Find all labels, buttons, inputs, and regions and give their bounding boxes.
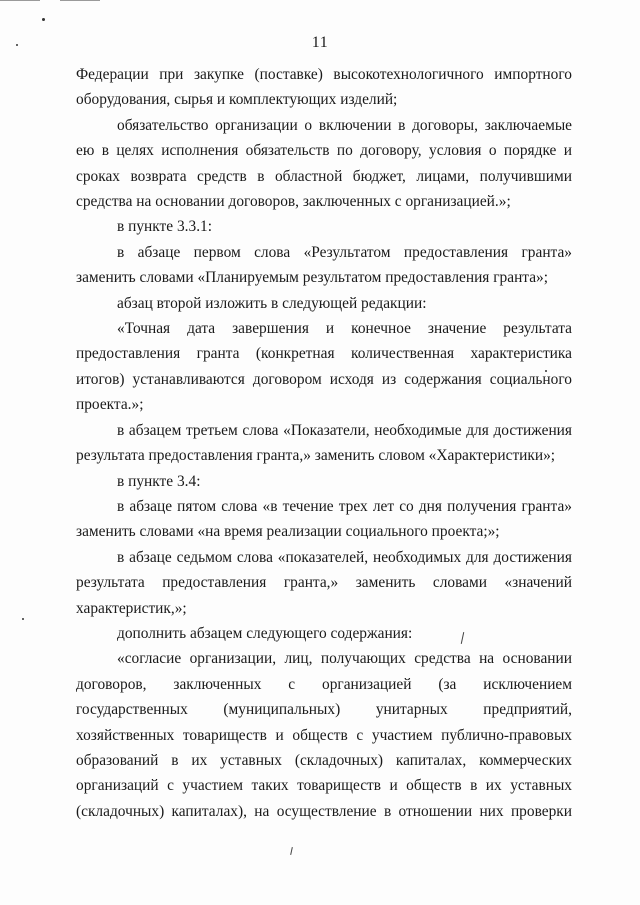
paragraph: дополнить абзацем следующего содержания: [117,624,413,642]
scan-speck [22,618,24,620]
paragraph: в пункте 3.4: [117,472,201,490]
paragraph: в абзацем третьем слова «Показатели, необходимые для достижения результата предоставления гранта,» заменить словом «Характеристики»; [76,421,572,465]
paragraph: в абзаце седьмом слова «показателей, необходимых для достижения результата предоставления гранта,» заменить словами «значений характеристик,»; [76,548,572,617]
paragraph: «Точная дата завершения и конечное значение результата предоставления гранта (конкретная количественная характеристика итогов) устанавливаются договором исходя из содержания социального проекта.»; [76,320,572,414]
paragraph: Федерации при закупке (поставке) высокотехнологичного импортного оборудования, сырья и комплектующих изделий; [76,66,572,109]
page-number: 11 [311,34,329,51]
paragraph: в пункте 3.3.1: [117,218,213,236]
scan-edge-mark [60,0,100,1]
pen-mark [290,847,293,855]
document-body [76,62,572,824]
scan-speck [42,18,45,21]
paragraph: «согласие организации, лиц, получающих средства на основании договоров, заключенных с организацией (за исключением государственных (муниципальных) унитарных предприятий, хозяйственных товариществ и обществ с участием публично-правовых образований в их уставных (складочных) капиталах, коммерческих организаций с участием таких товариществ и обществ в их уставных (складочных) капиталах), на осуществление в отношении них проверки [76,650,572,820]
paragraph: в абзаце первом слова «Результатом предоставления гранта» заменить словами «Планируемым результатом предоставления гранта»; [76,243,572,287]
paragraph: абзац второй изложить в следующей редакции: [117,294,427,312]
paragraph: в абзаце пятом слова «в течение трех лет со дня получения гранта» заменить словами «на время реализации социального проекта;»; [76,497,572,541]
paragraph: обязательство организации о включении в договоры, заключаемые ею в целях исполнения обязательств по договору, условия о порядке и сроках возврата средств в областной бюджет, лицами, получившими средства на основании договоров, заключенных с организацией.»; [76,116,572,211]
scan-edge-mark [0,0,40,1]
